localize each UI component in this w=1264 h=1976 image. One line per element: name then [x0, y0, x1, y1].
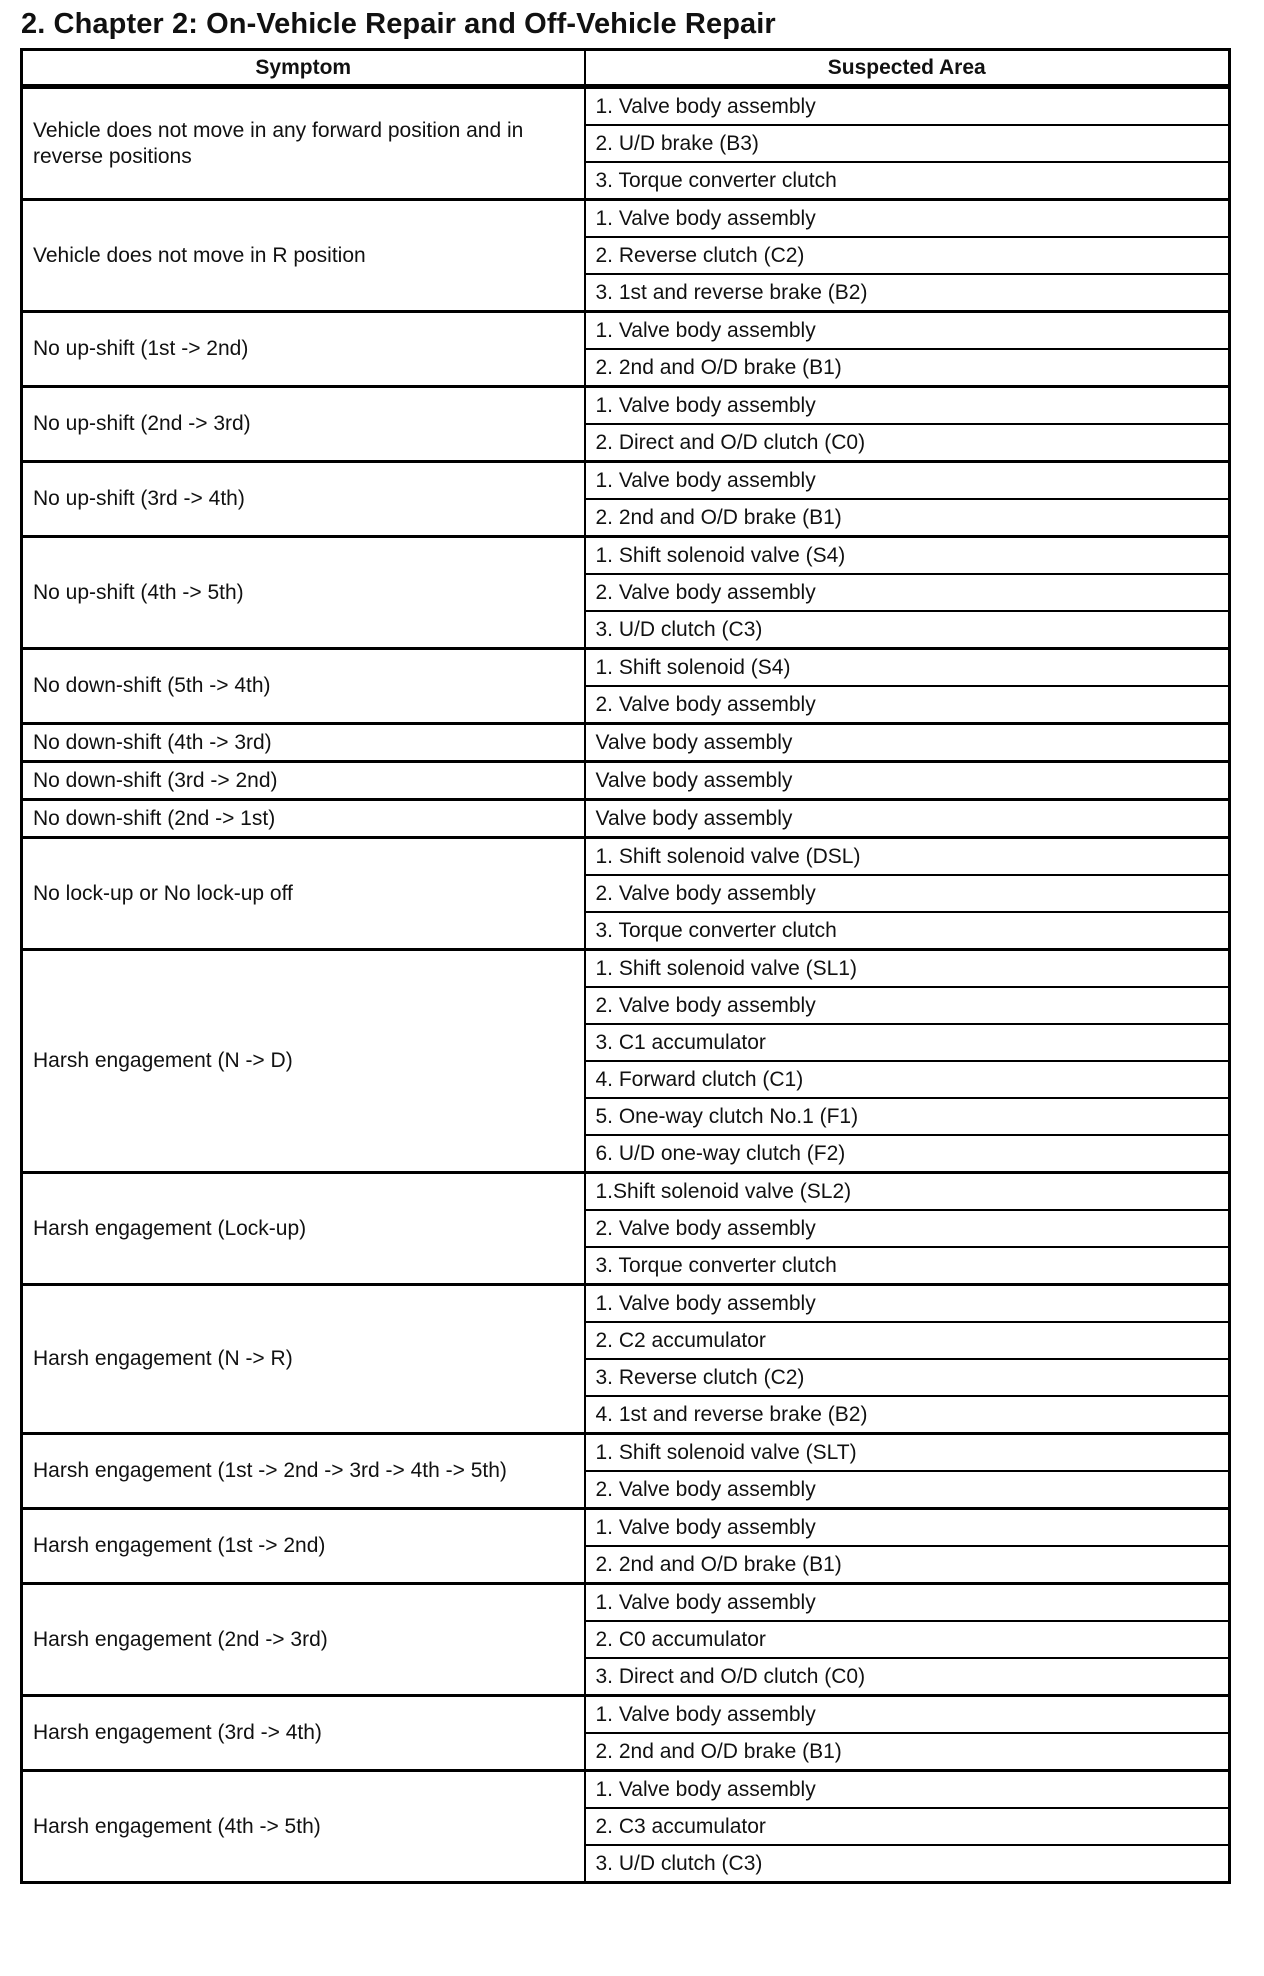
symptom-cell: Harsh engagement (2nd -> 3rd)	[22, 1584, 585, 1696]
header-row	[22, 50, 1230, 87]
suspected-area-cell: 4. Forward clutch (C1)	[585, 1061, 1230, 1098]
symptom-cell: No down-shift (5th -> 4th)	[22, 649, 585, 724]
suspected-area-cell: 1. Shift solenoid valve (S4)	[585, 537, 1230, 575]
suspected-area-cell: 2. Valve body assembly	[585, 574, 1230, 611]
table-row	[22, 724, 1230, 762]
suspected-area-cell: 2. 2nd and O/D brake (B1)	[585, 499, 1230, 537]
symptom-column-header: Symptom	[22, 50, 585, 87]
suspected-area-cell: 3. Torque converter clutch	[585, 912, 1230, 950]
suspected-area-cell: 2. Valve body assembly	[585, 686, 1230, 724]
suspected-area-cell: 1. Shift solenoid (S4)	[585, 649, 1230, 687]
symptom-cell: Harsh engagement (1st -> 2nd)	[22, 1509, 585, 1584]
symptom-cell: Harsh engagement (4th -> 5th)	[22, 1771, 585, 1883]
table-row	[22, 387, 1230, 425]
suspected-area-cell: 1. Valve body assembly	[585, 312, 1230, 350]
symptom-cell: No up-shift (2nd -> 3rd)	[22, 387, 585, 462]
table-row	[22, 762, 1230, 800]
symptom-cell: Vehicle does not move in any forward position and in reverse positions	[22, 87, 585, 200]
suspected-area-cell: 1. Valve body assembly	[585, 1584, 1230, 1622]
suspected-area-cell: 2. Reverse clutch (C2)	[585, 237, 1230, 274]
table-row	[22, 1434, 1230, 1472]
table-row	[22, 537, 1230, 575]
symptom-cell: No down-shift (3rd -> 2nd)	[22, 762, 585, 800]
suspected-area-column-header: Suspected Area	[585, 50, 1230, 87]
suspected-area-cell: 2. Valve body assembly	[585, 875, 1230, 912]
suspected-area-cell: 6. U/D one-way clutch (F2)	[585, 1135, 1230, 1173]
suspected-area-cell: Valve body assembly	[585, 762, 1230, 800]
table-row	[22, 1584, 1230, 1622]
table-row	[22, 1696, 1230, 1734]
suspected-area-cell: 1. Shift solenoid valve (SL1)	[585, 950, 1230, 988]
suspected-area-cell: 1. Valve body assembly	[585, 1771, 1230, 1809]
table-row	[22, 838, 1230, 876]
symptom-cell: No down-shift (4th -> 3rd)	[22, 724, 585, 762]
suspected-area-cell: 1. Valve body assembly	[585, 200, 1230, 238]
suspected-area-cell: 2. C2 accumulator	[585, 1322, 1230, 1359]
table-row	[22, 1173, 1230, 1211]
symptom-cell: Harsh engagement (Lock-up)	[22, 1173, 585, 1285]
suspected-area-cell: 1. Valve body assembly	[585, 1285, 1230, 1323]
table-row	[22, 87, 1230, 126]
symptom-cell: Harsh engagement (N -> D)	[22, 950, 585, 1173]
table-row	[22, 649, 1230, 687]
suspected-area-cell: 1. Valve body assembly	[585, 1696, 1230, 1734]
suspected-area-cell: 3. Direct and O/D clutch (C0)	[585, 1658, 1230, 1696]
suspected-area-cell: 3. U/D clutch (C3)	[585, 1845, 1230, 1883]
suspected-area-cell: 3. C1 accumulator	[585, 1024, 1230, 1061]
symptom-cell: No up-shift (3rd -> 4th)	[22, 462, 585, 537]
suspected-area-cell: 3. Reverse clutch (C2)	[585, 1359, 1230, 1396]
suspected-area-cell: 3. 1st and reverse brake (B2)	[585, 274, 1230, 312]
suspected-area-cell: 1. Valve body assembly	[585, 1509, 1230, 1547]
suspected-area-cell: 1. Shift solenoid valve (DSL)	[585, 838, 1230, 876]
table-row	[22, 800, 1230, 838]
table-row	[22, 1285, 1230, 1323]
suspected-area-cell: 1. Valve body assembly	[585, 462, 1230, 500]
suspected-area-cell: 2. U/D brake (B3)	[585, 125, 1230, 162]
suspected-area-cell: 4. 1st and reverse brake (B2)	[585, 1396, 1230, 1434]
symptom-cell: Harsh engagement (1st -> 2nd -> 3rd -> 4th -> 5th)	[22, 1434, 585, 1509]
table-header	[22, 50, 1230, 87]
suspected-area-cell: 3. Torque converter clutch	[585, 162, 1230, 200]
suspected-area-cell: 3. Torque converter clutch	[585, 1247, 1230, 1285]
symptom-cell: No up-shift (4th -> 5th)	[22, 537, 585, 649]
table-row	[22, 950, 1230, 988]
suspected-area-cell: Valve body assembly	[585, 800, 1230, 838]
symptom-table	[20, 48, 1231, 1884]
symptom-cell: Harsh engagement (3rd -> 4th)	[22, 1696, 585, 1771]
symptom-cell: No lock-up or No lock-up off	[22, 838, 585, 950]
symptom-cell: No down-shift (2nd -> 1st)	[22, 800, 585, 838]
suspected-area-cell: 2. 2nd and O/D brake (B1)	[585, 349, 1230, 387]
table-row	[22, 1509, 1230, 1547]
suspected-area-cell: 2. C3 accumulator	[585, 1808, 1230, 1845]
suspected-area-cell: 2. 2nd and O/D brake (B1)	[585, 1546, 1230, 1584]
page-title: 2. Chapter 2: On-Vehicle Repair and Off-Vehicle Repair	[21, 8, 776, 40]
symptom-cell: Harsh engagement (N -> R)	[22, 1285, 585, 1434]
suspected-area-cell: 2. Valve body assembly	[585, 987, 1230, 1024]
suspected-area-cell: 2. Direct and O/D clutch (C0)	[585, 424, 1230, 462]
suspected-area-cell: 5. One-way clutch No.1 (F1)	[585, 1098, 1230, 1135]
suspected-area-cell: 3. U/D clutch (C3)	[585, 611, 1230, 649]
suspected-area-cell: 1. Valve body assembly	[585, 387, 1230, 425]
symptom-cell: No up-shift (1st -> 2nd)	[22, 312, 585, 387]
suspected-area-cell: 1. Shift solenoid valve (SLT)	[585, 1434, 1230, 1472]
table-body	[22, 87, 1230, 1883]
symptom-cell: Vehicle does not move in R position	[22, 200, 585, 312]
table-row	[22, 312, 1230, 350]
suspected-area-cell: 1. Valve body assembly	[585, 87, 1230, 126]
suspected-area-cell: 2. Valve body assembly	[585, 1471, 1230, 1509]
table-row	[22, 1771, 1230, 1809]
suspected-area-cell: 2. 2nd and O/D brake (B1)	[585, 1733, 1230, 1771]
table-row	[22, 462, 1230, 500]
suspected-area-cell: 1.Shift solenoid valve (SL2)	[585, 1173, 1230, 1211]
suspected-area-cell: Valve body assembly	[585, 724, 1230, 762]
table-row	[22, 200, 1230, 238]
suspected-area-cell: 2. Valve body assembly	[585, 1210, 1230, 1247]
suspected-area-cell: 2. C0 accumulator	[585, 1621, 1230, 1658]
